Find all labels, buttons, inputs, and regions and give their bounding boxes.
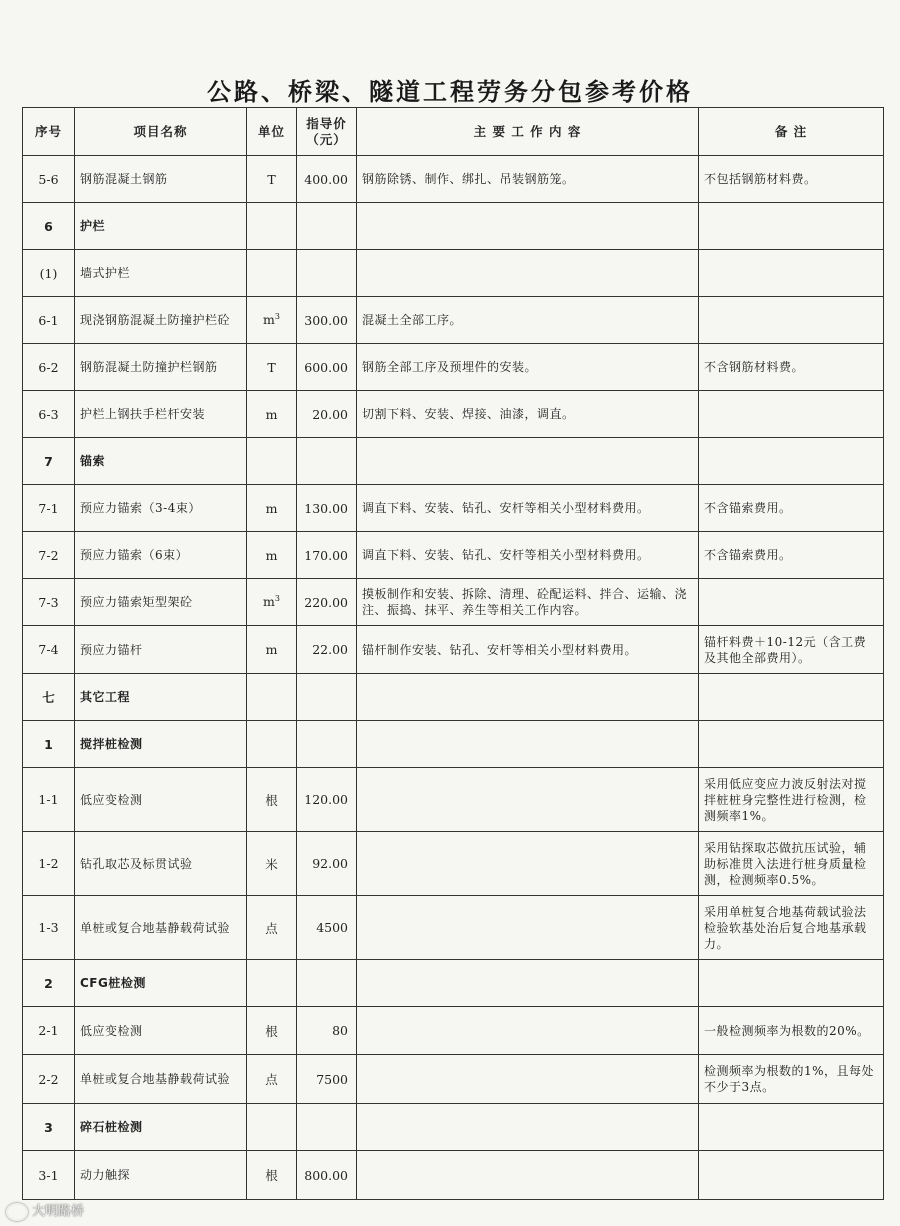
cell-name: 预应力锚索（3-4束） <box>75 485 247 532</box>
table-row <box>23 485 884 532</box>
page-title: 公路、桥梁、隧道工程劳务分包参考价格 <box>207 78 693 106</box>
cell-unit <box>247 344 297 391</box>
cell-name: 预应力锚杆 <box>75 626 247 674</box>
cell-name: 单桩或复合地基静载荷试验 <box>75 1055 247 1104</box>
cell-unit <box>247 391 297 438</box>
cell-name: 锚索 <box>75 438 247 485</box>
cell-remark <box>699 297 884 344</box>
cell-seq: 7-2 <box>23 532 75 579</box>
cell-remark: 采用钻探取芯做抗压试验，辅助标准贯入法进行桩身质量检测，检测频率0.5%。 <box>699 832 884 896</box>
cell-name: 现浇钢筋混凝土防撞护栏砼 <box>75 297 247 344</box>
cell-price: 300.00 <box>297 297 357 344</box>
table-row <box>23 203 884 250</box>
cell-price <box>297 203 357 250</box>
cell-remark <box>699 391 884 438</box>
cell-unit <box>247 1007 297 1055</box>
cell-seq: 1 <box>23 721 75 768</box>
watermark-logo-icon <box>6 1203 28 1221</box>
cell-seq: 6 <box>23 203 75 250</box>
unit-text: m <box>263 312 275 328</box>
table-row <box>23 960 884 1007</box>
cell-unit <box>247 896 297 960</box>
cell-unit <box>247 1104 297 1151</box>
unit-text: 根 <box>265 792 278 808</box>
cell-content <box>357 721 699 768</box>
cell-remark <box>699 721 884 768</box>
cell-remark: 采用低应变应力波反射法对搅拌桩桩身完整性进行检测，检测频率1%。 <box>699 768 884 832</box>
header-unit: 单位 <box>247 108 297 156</box>
unit-text: 根 <box>265 1023 278 1039</box>
cell-remark: 一般检测频率为根数的20%。 <box>699 1007 884 1055</box>
unit-text: 点 <box>265 1072 278 1087</box>
cell-unit <box>247 960 297 1007</box>
cell-content <box>357 960 699 1007</box>
cell-unit <box>247 250 297 297</box>
cell-unit <box>247 438 297 485</box>
cell-seq: 1-3 <box>23 896 75 960</box>
cell-price <box>297 674 357 721</box>
price-table <box>22 107 884 1200</box>
cell-name: 护栏 <box>75 203 247 250</box>
table-row <box>23 768 884 832</box>
cell-price: 800.00 <box>297 1151 357 1200</box>
header-row <box>23 108 884 156</box>
cell-unit <box>247 203 297 250</box>
cell-content: 调直下料、安装、钻孔、安杆等相关小型材料费用。 <box>357 532 699 579</box>
table-row <box>23 626 884 674</box>
cell-seq: 3-1 <box>23 1151 75 1200</box>
cell-price: 220.00 <box>297 579 357 626</box>
unit-text: 米 <box>265 856 278 872</box>
cell-name: 护栏上钢扶手栏杆安装 <box>75 391 247 438</box>
unit-text: T <box>267 359 276 375</box>
cell-price <box>297 1104 357 1151</box>
cell-remark <box>699 1151 884 1200</box>
cell-remark <box>699 250 884 297</box>
unit-text: T <box>267 171 276 187</box>
cell-content <box>357 832 699 896</box>
cell-content: 钢筋全部工序及预埋件的安装。 <box>357 344 699 391</box>
cell-name: 其它工程 <box>75 674 247 721</box>
cell-content <box>357 203 699 250</box>
cell-price <box>297 721 357 768</box>
cell-remark: 锚杆料费＋10-12元（含工费及其他全部费用）。 <box>699 626 884 674</box>
table-row <box>23 896 884 960</box>
unit-text: 根 <box>265 1168 278 1183</box>
cell-seq: 2-2 <box>23 1055 75 1104</box>
cell-name: 单桩或复合地基静载荷试验 <box>75 896 247 960</box>
cell-price <box>297 438 357 485</box>
table-row <box>23 674 884 721</box>
table-body <box>23 156 884 1200</box>
cell-content: 调直下料、安装、钻孔、安杆等相关小型材料费用。 <box>357 485 699 532</box>
cell-seq: 1-2 <box>23 832 75 896</box>
cell-seq: 5-6 <box>23 156 75 203</box>
cell-unit <box>247 721 297 768</box>
table-row <box>23 579 884 626</box>
unit-text: m <box>263 594 275 610</box>
cell-content <box>357 438 699 485</box>
cell-price: 20.00 <box>297 391 357 438</box>
cell-content: 钢筋除锈、制作、绑扎、吊装钢筋笼。 <box>357 156 699 203</box>
watermark <box>6 1200 84 1221</box>
cell-seq: 7-1 <box>23 485 75 532</box>
cell-name: 碎石桩检测 <box>75 1104 247 1151</box>
cell-price: 130.00 <box>297 485 357 532</box>
cell-price: 170.00 <box>297 532 357 579</box>
cell-content <box>357 1151 699 1200</box>
cell-unit <box>247 156 297 203</box>
cell-unit <box>247 832 297 896</box>
cell-seq: 7-4 <box>23 626 75 674</box>
cell-unit <box>247 1055 297 1104</box>
table-row <box>23 297 884 344</box>
cell-seq: 7 <box>23 438 75 485</box>
cell-content: 摸板制作和安装、拆除、清理、砼配运料、拌合、运输、浇注、振捣、抹平、养生等相关工作内容。 <box>357 579 699 626</box>
table-row <box>23 1104 884 1151</box>
table-row <box>23 344 884 391</box>
unit-text: m <box>265 500 278 516</box>
cell-unit <box>247 1151 297 1200</box>
header-price <box>297 108 357 156</box>
cell-unit <box>247 674 297 721</box>
cell-seq: 七 <box>23 674 75 721</box>
cell-unit <box>247 579 297 626</box>
table-row <box>23 1151 884 1200</box>
cell-remark: 不含锚索费用。 <box>699 532 884 579</box>
header-price-line1: 指导价 <box>306 115 347 131</box>
cell-seq: 2 <box>23 960 75 1007</box>
cell-seq: (1) <box>23 250 75 297</box>
table-row <box>23 1007 884 1055</box>
cell-name: 钻孔取芯及标贯试验 <box>75 832 247 896</box>
cell-name: 低应变检测 <box>75 768 247 832</box>
cell-price: 600.00 <box>297 344 357 391</box>
cell-content <box>357 674 699 721</box>
unit-superscript: 3 <box>274 312 280 322</box>
cell-price: 400.00 <box>297 156 357 203</box>
cell-price: 4500 <box>297 896 357 960</box>
cell-name: 钢筋混凝土防撞护栏钢筋 <box>75 344 247 391</box>
table-row <box>23 438 884 485</box>
unit-text: m <box>265 547 278 563</box>
cell-content <box>357 768 699 832</box>
header-content: 主 要 工 作 内 容 <box>357 108 699 156</box>
header-seq: 序号 <box>23 108 75 156</box>
cell-content: 锚杆制作安装、钻孔、安杆等相关小型材料费用。 <box>357 626 699 674</box>
cell-price <box>297 960 357 1007</box>
cell-remark: 不包括钢筋材料费。 <box>699 156 884 203</box>
cell-name: 墙式护栏 <box>75 250 247 297</box>
cell-remark: 不含锚索费用。 <box>699 485 884 532</box>
cell-content <box>357 1104 699 1151</box>
cell-remark <box>699 1104 884 1151</box>
cell-content <box>357 1055 699 1104</box>
watermark-text: 大明路桥 <box>32 1204 85 1219</box>
cell-price <box>297 250 357 297</box>
cell-remark <box>699 203 884 250</box>
cell-price: 92.00 <box>297 832 357 896</box>
cell-content: 混凝土全部工序。 <box>357 297 699 344</box>
cell-seq: 1-1 <box>23 768 75 832</box>
cell-price: 120.00 <box>297 768 357 832</box>
cell-unit <box>247 626 297 674</box>
table-row <box>23 156 884 203</box>
cell-name: 搅拌桩检测 <box>75 721 247 768</box>
header-remark: 备 注 <box>699 108 884 156</box>
cell-content <box>357 896 699 960</box>
cell-remark: 检测频率为根数的1%，且每处不少于3点。 <box>699 1055 884 1104</box>
table-row <box>23 391 884 438</box>
cell-remark <box>699 674 884 721</box>
table-row <box>23 532 884 579</box>
unit-text: 点 <box>265 920 278 936</box>
header-price-line2: （元） <box>306 131 347 147</box>
cell-unit <box>247 532 297 579</box>
cell-seq: 2-1 <box>23 1007 75 1055</box>
table-row <box>23 721 884 768</box>
header-name: 项目名称 <box>75 108 247 156</box>
cell-remark: 采用单桩复合地基荷载试验法检验软基处治后复合地基承载力。 <box>699 896 884 960</box>
cell-unit <box>247 485 297 532</box>
cell-price: 22.00 <box>297 626 357 674</box>
unit-text: m <box>265 642 278 657</box>
cell-remark <box>699 438 884 485</box>
table-row <box>23 832 884 896</box>
cell-remark <box>699 579 884 626</box>
cell-name: 预应力锚索矩型架砼 <box>75 579 247 626</box>
cell-seq: 6-3 <box>23 391 75 438</box>
cell-content <box>357 1007 699 1055</box>
cell-seq: 6-1 <box>23 297 75 344</box>
unit-superscript: 3 <box>274 594 280 604</box>
cell-seq: 7-3 <box>23 579 75 626</box>
cell-content: 切割下料、安装、焊接、油漆，调直。 <box>357 391 699 438</box>
unit-text: m <box>265 406 278 422</box>
cell-price: 7500 <box>297 1055 357 1104</box>
cell-name: 预应力锚索（6束） <box>75 532 247 579</box>
cell-remark <box>699 960 884 1007</box>
cell-unit <box>247 768 297 832</box>
cell-remark: 不含钢筋材料费。 <box>699 344 884 391</box>
cell-name: 动力触探 <box>75 1151 247 1200</box>
cell-unit <box>247 297 297 344</box>
cell-content <box>357 250 699 297</box>
cell-price: 80 <box>297 1007 357 1055</box>
cell-name: CFG桩检测 <box>75 960 247 1007</box>
cell-name: 低应变检测 <box>75 1007 247 1055</box>
cell-seq: 6-2 <box>23 344 75 391</box>
cell-seq: 3 <box>23 1104 75 1151</box>
table-row <box>23 250 884 297</box>
table-row <box>23 1055 884 1104</box>
cell-name: 钢筋混凝土钢筋 <box>75 156 247 203</box>
